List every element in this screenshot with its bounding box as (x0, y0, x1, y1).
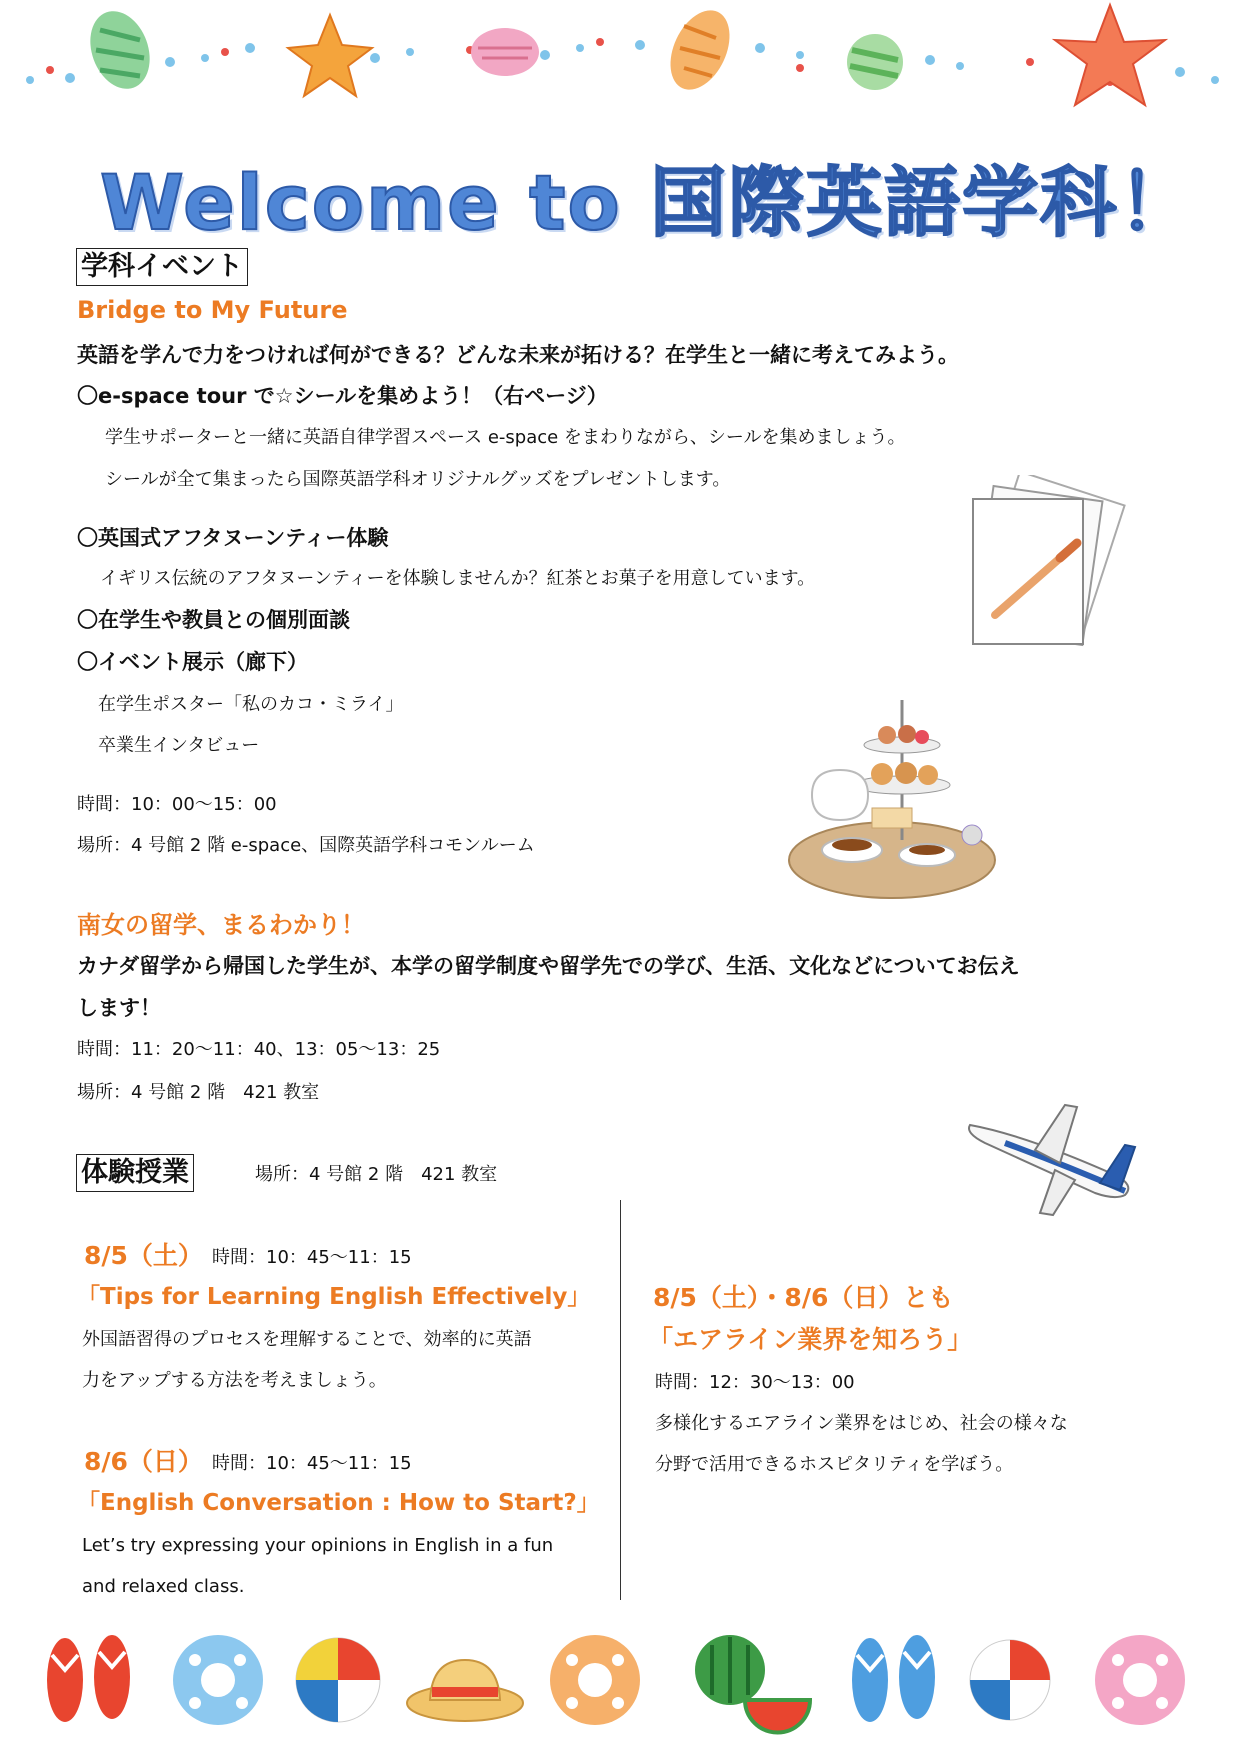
class1-date: 8/5（土） (84, 1241, 203, 1270)
class3-date: 8/5（土）・8/6（日）とも (653, 1283, 954, 1312)
trial-class-place: 場所：4 号館 2 階 421 教室 (255, 1164, 498, 1185)
event-item-interview: 〇在学生や教員との個別面談 (77, 608, 350, 632)
class3-desc-1: 多様化するエアライン業界をはじめ、社会の様々な (655, 1413, 1068, 1434)
event-intro: 英語を学んで力をつければ何ができる？どんな未来が拓ける？在学生と一緒に考えてみよう。 (77, 343, 959, 367)
shell-green-icon (80, 3, 160, 97)
class1-desc-1: 外国語習得のプロセスを理解することで、効率的に英語 (82, 1329, 532, 1350)
sandals-red-icon (47, 1635, 130, 1722)
event-time: 時間：10：00～15：00 (77, 794, 277, 815)
class1-desc-2: 力をアップする方法を考えましょう。 (82, 1370, 387, 1391)
event-item-exhibit-poster: 在学生ポスター「私のカコ・ミライ」 (98, 694, 404, 715)
watermelon-icon (695, 1635, 810, 1733)
event-title-bridge: Bridge to My Future (77, 296, 348, 324)
float-ring-orange-icon (550, 1635, 640, 1725)
event-item-espace-desc-2: シールが全て集まったら国際英語学科オリジナルグッズをプレゼントします。 (105, 469, 731, 490)
event-item-exhibit: 〇イベント展示（廊下） (77, 650, 308, 674)
section-heading-dept-events: 学科イベント (76, 248, 248, 286)
folder-pen-icon (965, 475, 1140, 650)
top-seashell-border (0, 0, 1241, 125)
event-place: 場所：4 号館 2 階 e-space、国際英語学科コモンルーム (77, 835, 535, 856)
event-item-espace-desc-1: 学生サポーターと一緒に英語自律学習スペース e-space をまわりながら、シールを集めましょう。 (105, 427, 906, 448)
starfish-red-icon (1055, 5, 1165, 105)
event-title-study-abroad: 南女の留学、まるわかり！ (77, 911, 365, 939)
study-abroad-time: 時間：11：20～11：40、13：05～13：25 (77, 1039, 441, 1060)
bottom-summer-border (0, 1615, 1241, 1745)
class2-desc-2: and relaxed class. (82, 1576, 245, 1597)
sandals-blue-icon (852, 1635, 935, 1722)
class2-title: 「English Conversation : How to Start?」 (77, 1490, 600, 1516)
event-item-exhibit-interview: 卒業生インタビュー (98, 735, 260, 756)
class1-time: 時間：10：45～11：15 (212, 1247, 412, 1268)
shell-orange-icon (659, 1, 742, 99)
study-abroad-place: 場所：4 号館 2 階 421 教室 (77, 1082, 320, 1103)
float-ring-blue-icon (173, 1635, 263, 1725)
event-item-afternoon-tea: 〇英国式アフタヌーンティー体験 (77, 526, 389, 550)
dot-row (26, 40, 1219, 84)
float-ring-pink-icon (1095, 1635, 1185, 1725)
page-title: Welcome to 国際英語学科！ (100, 158, 1197, 247)
class3-title: 「エアライン業界を知ろう」 (648, 1325, 973, 1354)
starfish-orange-icon (288, 15, 372, 96)
class2-time: 時間：10：45～11：15 (212, 1453, 412, 1474)
study-abroad-desc-2: します！ (77, 996, 161, 1020)
study-abroad-desc-1: カナダ留学から帰国した学生が、本学の留学制度や留学先での学び、生活、文化などについてお伝え (77, 954, 1020, 978)
event-item-espace-tour: 〇e-space tour で☆シールを集めよう！（右ページ） (77, 384, 608, 408)
class3-desc-2: 分野で活用できるホスピタリティを学ぼう。 (655, 1454, 1014, 1475)
shell-pink-icon (471, 28, 539, 76)
class1-title: 「Tips for Learning English Effectively」 (77, 1284, 591, 1310)
class2-desc-1: Let’s try expressing your opinions in English in a fun (82, 1535, 554, 1556)
afternoon-tea-icon (782, 690, 997, 905)
airplane-icon (965, 1095, 1145, 1220)
class2-date: 8/6（日） (84, 1447, 203, 1476)
class3-time: 時間：12：30～13：00 (655, 1372, 855, 1393)
column-divider (620, 1200, 621, 1600)
shell-striped-green-icon (847, 34, 903, 90)
straw-hat-icon (407, 1660, 523, 1721)
section-heading-trial-class: 体験授業 (76, 1154, 194, 1192)
beach-ball-icon (296, 1638, 380, 1722)
event-item-afternoon-tea-desc: イギリス伝統のアフタヌーンティーを体験しませんか？紅茶とお菓子を用意しています。 (100, 568, 816, 589)
beach-ball-2-icon (970, 1640, 1050, 1720)
